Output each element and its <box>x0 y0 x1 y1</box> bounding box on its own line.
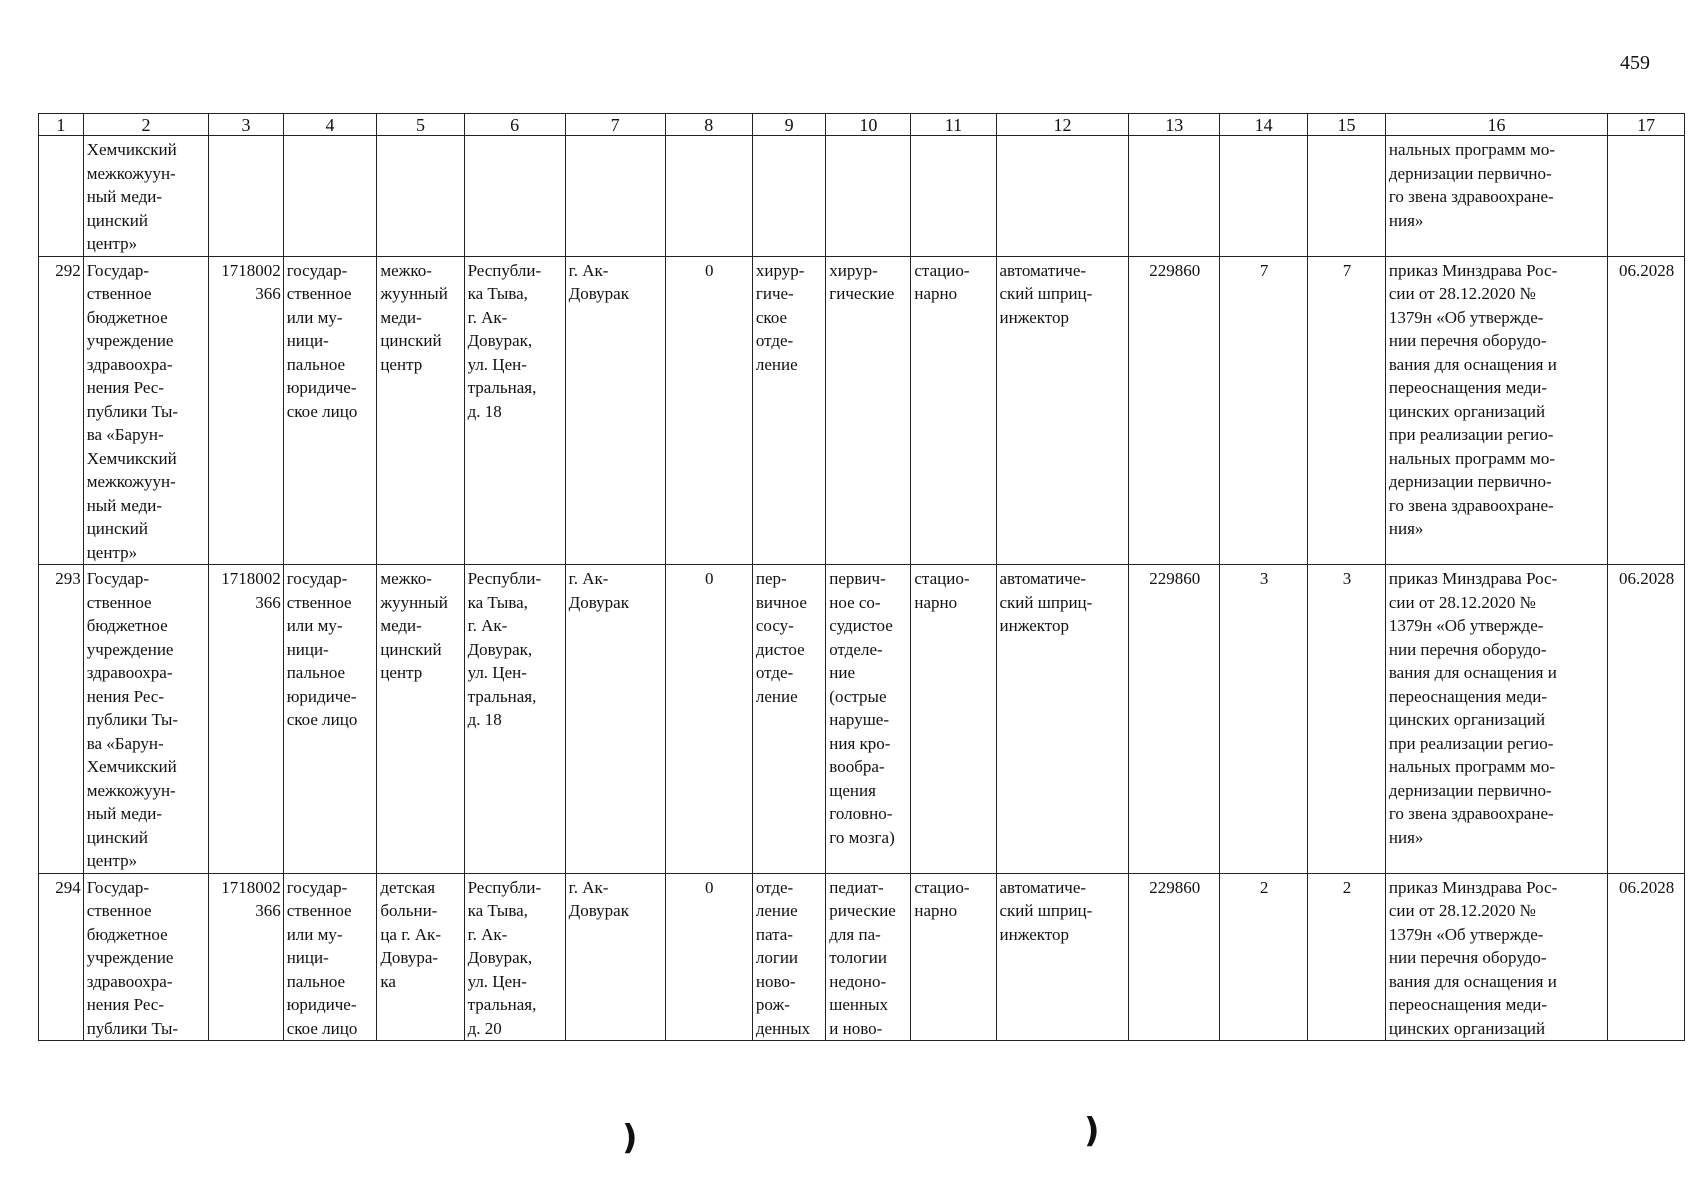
organization-cell: Государ- ственное бюджетное учреждение здравоохра- нения Рес- публики Ты- <box>83 873 209 1041</box>
table-cell <box>752 136 825 257</box>
col-header: 16 <box>1385 114 1607 136</box>
equipment-code-cell: 229860 <box>1129 565 1219 874</box>
col-header: 3 <box>209 114 283 136</box>
date-cell: 06.2028 <box>1608 873 1685 1041</box>
table-cell <box>911 136 996 257</box>
profile-cell: хирур- гические <box>826 256 911 565</box>
address-cell: Республи- ка Тыва, г. Ак- Довурак, ул. Цен- тральная, д. 18 <box>464 256 565 565</box>
col-header: 4 <box>283 114 377 136</box>
equipment-cell: автоматиче- ский шприц- инжектор <box>996 256 1129 565</box>
care-form-cell: стацио- нарно <box>911 565 996 874</box>
table-cell <box>464 136 565 257</box>
quantity-cell: 3 <box>1219 565 1307 874</box>
basis-cell: приказ Минздрава Рос- сии от 28.12.2020 № 1379н «Об утвержде- нии перечня оборудо- вания для оснащения и переоснащения меди- цинских организаций при реализации регио- нальных программ мо- дернизации первично- го звена здравоохране- ния» <box>1385 256 1607 565</box>
profile-cell: педиат- рические для па- тологии недоно- шенных и ново- <box>826 873 911 1041</box>
department-cell: отде- ление пата- логии ново- рож- денных <box>752 873 825 1041</box>
locality-cell: г. Ак- Довурак <box>565 873 665 1041</box>
legal-form-cell: государ- ственное или му- ници- пальное юридиче- ское лицо <box>283 873 377 1041</box>
col-header: 6 <box>464 114 565 136</box>
col-header: 9 <box>752 114 825 136</box>
col-header: 2 <box>83 114 209 136</box>
column-number-row <box>39 114 1685 136</box>
table-cell <box>1129 136 1219 257</box>
value-cell: 0 <box>665 565 752 874</box>
table-cell <box>1608 136 1685 257</box>
address-cell: Республи- ка Тыва, г. Ак- Довурак, ул. Цен- тральная, д. 18 <box>464 565 565 874</box>
col-header: 14 <box>1219 114 1307 136</box>
legal-form-cell: государ- ственное или му- ници- пальное юридиче- ское лицо <box>283 256 377 565</box>
col-header: 8 <box>665 114 752 136</box>
code-cell: 1718002 366 <box>209 565 283 874</box>
quantity-cell: 2 <box>1219 873 1307 1041</box>
table-cell <box>665 136 752 257</box>
table-row <box>39 256 1685 565</box>
table-cell: нальных программ мо- дернизации первично- го звена здравоохране- ния» <box>1385 136 1607 257</box>
code-cell: 1718002 366 <box>209 873 283 1041</box>
row-number: 293 <box>39 565 84 874</box>
col-header: 13 <box>1129 114 1219 136</box>
table-row <box>39 873 1685 1041</box>
equipment-table <box>38 113 1685 1041</box>
facility-type-cell: межко- жуунный меди- цинский центр <box>377 565 464 874</box>
date-cell: 06.2028 <box>1608 256 1685 565</box>
col-header: 1 <box>39 114 84 136</box>
col-header: 7 <box>565 114 665 136</box>
col-header: 15 <box>1308 114 1386 136</box>
table-cell <box>826 136 911 257</box>
page-number: 459 <box>1620 52 1650 74</box>
bracket-mark: ) <box>1084 1111 1100 1151</box>
table-cell <box>565 136 665 257</box>
care-form-cell: стацио- нарно <box>911 256 996 565</box>
profile-cell: первич- ное со- судистое отделе- ние (острые наруше- ния кро- вообра- щения головно- го мозга) <box>826 565 911 874</box>
organization-cell: Государ- ственное бюджетное учреждение здравоохра- нения Рес- публики Ты- ва «Барун- Хемчикский межкожуун- ный меди- цинский центр» <box>83 256 209 565</box>
date-cell: 06.2028 <box>1608 565 1685 874</box>
value-cell: 0 <box>665 256 752 565</box>
quantity-cell: 7 <box>1308 256 1386 565</box>
col-header: 17 <box>1608 114 1685 136</box>
equipment-code-cell: 229860 <box>1129 873 1219 1041</box>
locality-cell: г. Ак- Довурак <box>565 565 665 874</box>
department-cell: хирур- гиче- ское отде- ление <box>752 256 825 565</box>
equipment-cell: автоматиче- ский шприц- инжектор <box>996 873 1129 1041</box>
row-number: 292 <box>39 256 84 565</box>
table-cell <box>377 136 464 257</box>
table-cell: Хемчикский межкожуун- ный меди- цинский центр» <box>83 136 209 257</box>
table-row <box>39 565 1685 874</box>
table-cell <box>1308 136 1386 257</box>
facility-type-cell: детская больни- ца г. Ак- Довура- ка <box>377 873 464 1041</box>
address-cell: Республи- ка Тыва, г. Ак- Довурак, ул. Цен- тральная, д. 20 <box>464 873 565 1041</box>
value-cell: 0 <box>665 873 752 1041</box>
equipment-cell: автоматиче- ский шприц- инжектор <box>996 565 1129 874</box>
basis-cell: приказ Минздрава Рос- сии от 28.12.2020 № 1379н «Об утвержде- нии перечня оборудо- вания для оснащения и переоснащения меди- цинских организаций при реализации регио- нальных программ мо- дернизации первично- го звена здравоохране- ния» <box>1385 565 1607 874</box>
table-cell <box>283 136 377 257</box>
table-cell <box>209 136 283 257</box>
col-header: 10 <box>826 114 911 136</box>
row-number: 294 <box>39 873 84 1041</box>
care-form-cell: стацио- нарно <box>911 873 996 1041</box>
basis-cell: приказ Минздрава Рос- сии от 28.12.2020 № 1379н «Об утвержде- нии перечня оборудо- вания для оснащения и переоснащения меди- цинских организаций <box>1385 873 1607 1041</box>
locality-cell: г. Ак- Довурак <box>565 256 665 565</box>
quantity-cell: 3 <box>1308 565 1386 874</box>
table-cell <box>996 136 1129 257</box>
table-cell <box>39 136 84 257</box>
organization-cell: Государ- ственное бюджетное учреждение здравоохра- нения Рес- публики Ты- ва «Барун- Хемчикский межкожуун- ный меди- цинский центр» <box>83 565 209 874</box>
quantity-cell: 7 <box>1219 256 1307 565</box>
continuation-row <box>39 136 1685 257</box>
col-header: 11 <box>911 114 996 136</box>
facility-type-cell: межко- жуунный меди- цинский центр <box>377 256 464 565</box>
col-header: 12 <box>996 114 1129 136</box>
bracket-mark: ) <box>622 1118 638 1158</box>
department-cell: пер- вичное сосу- дистое отде- ление <box>752 565 825 874</box>
code-cell: 1718002 366 <box>209 256 283 565</box>
legal-form-cell: государ- ственное или му- ници- пальное юридиче- ское лицо <box>283 565 377 874</box>
quantity-cell: 2 <box>1308 873 1386 1041</box>
col-header: 5 <box>377 114 464 136</box>
equipment-code-cell: 229860 <box>1129 256 1219 565</box>
table-cell <box>1219 136 1307 257</box>
